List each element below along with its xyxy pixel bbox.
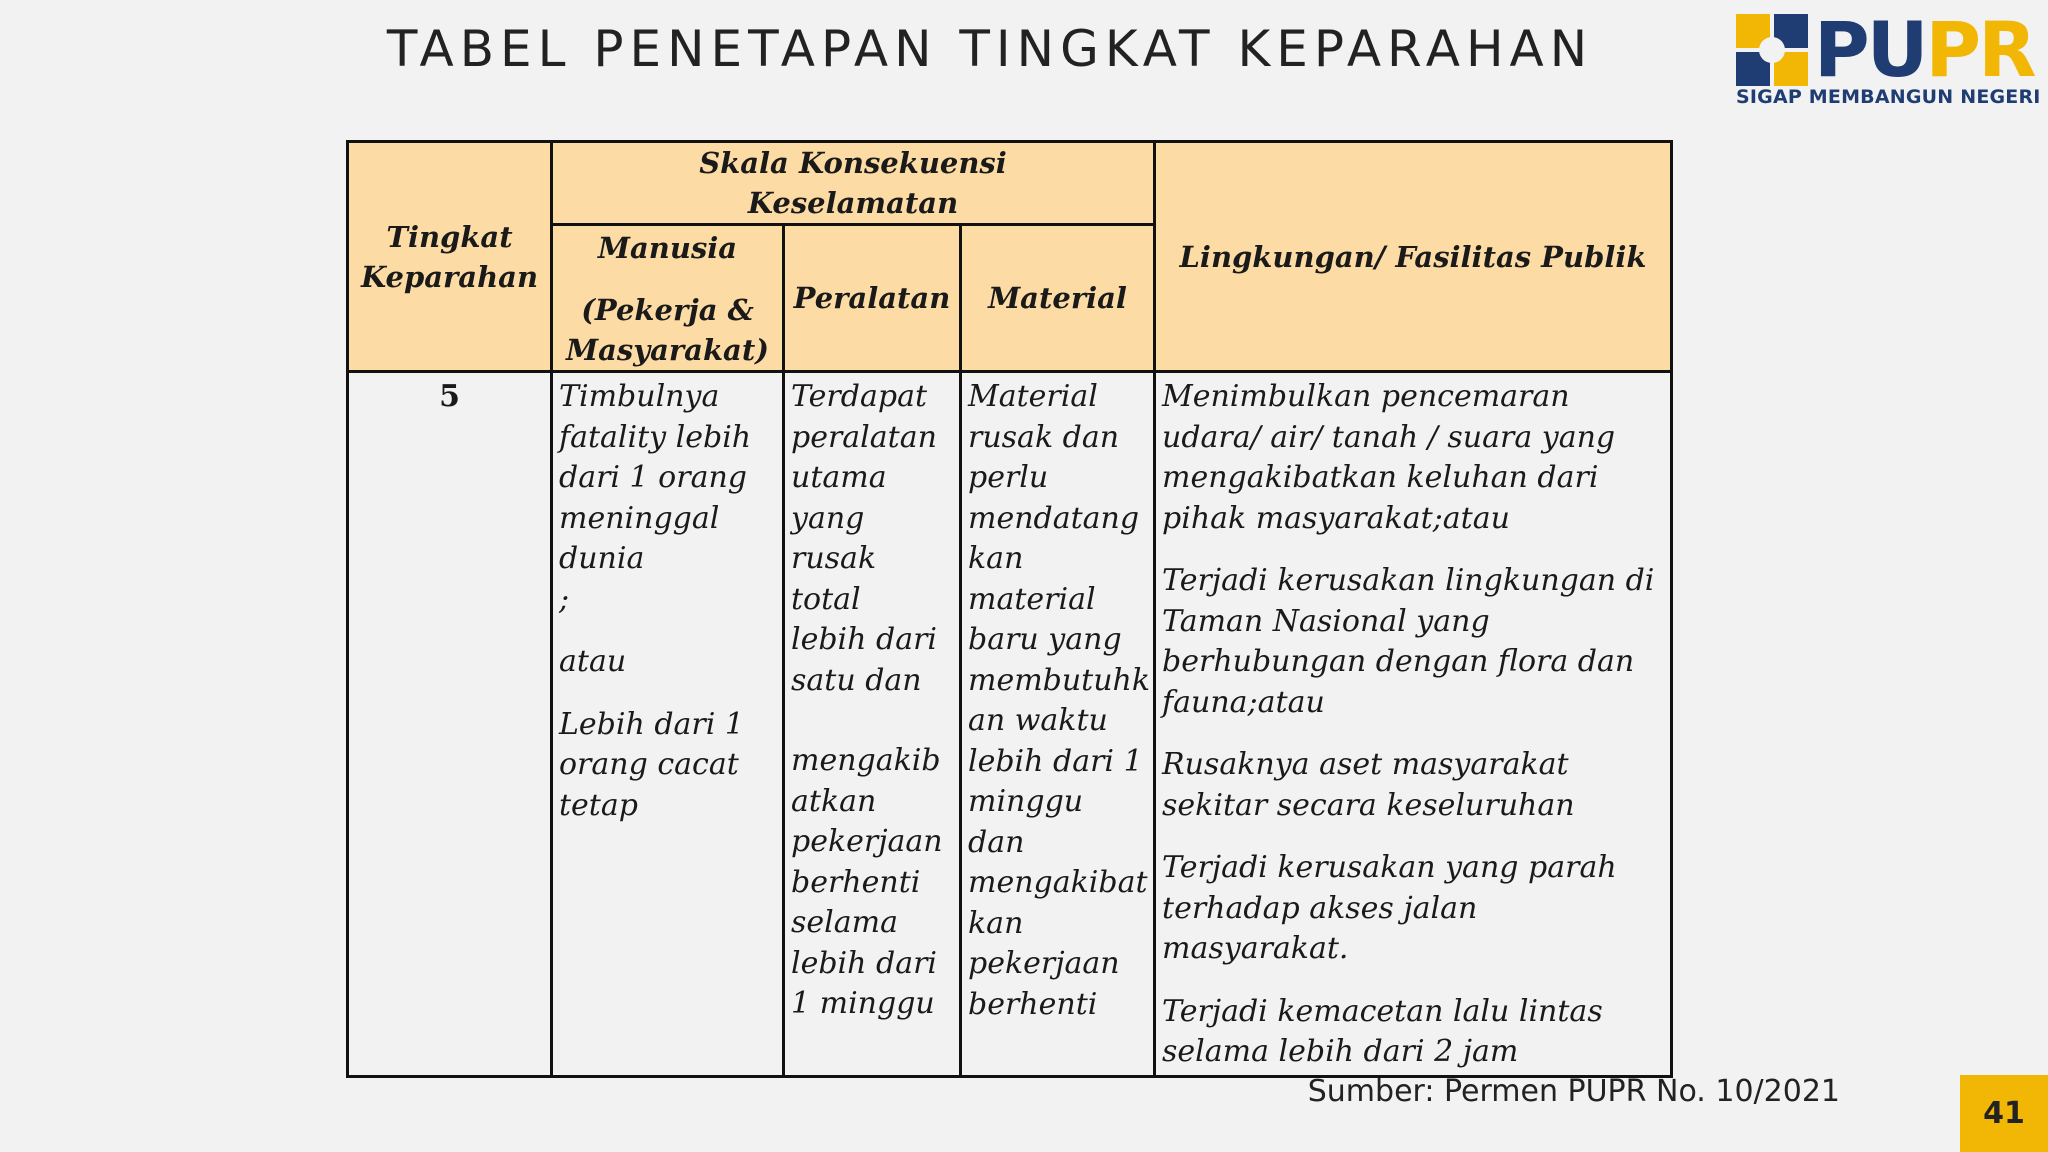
line: meninggal — [559, 500, 720, 536]
line: minggu dan — [968, 784, 1084, 860]
line: yang — [791, 500, 865, 536]
line: berhenti — [791, 864, 921, 900]
peralatan-text-b — [791, 741, 953, 1025]
header-skala-konsekuensi — [552, 142, 1155, 225]
lingkungan-paragraph — [1162, 745, 1664, 826]
line: kan — [968, 541, 1024, 576]
page-title: TABEL PENETAPAN TINGKAT KEPARAHAN — [386, 20, 1594, 78]
cell-peralatan — [784, 372, 961, 1077]
header-material: Material — [961, 225, 1155, 372]
line: an waktu — [968, 703, 1108, 738]
cell-material — [961, 372, 1155, 1077]
header-text: Tingkat — [386, 219, 513, 254]
pupr-logo — [1734, 5, 2041, 108]
line: membutuhk — [968, 662, 1151, 698]
line: Terjadi kemacetan lalu lintas — [1162, 993, 1603, 1029]
cell-manusia — [552, 372, 784, 1077]
lingkungan-paragraph — [1162, 377, 1664, 539]
line: lebih dari 1 — [968, 743, 1143, 779]
header-text: Masyarakat) — [566, 333, 769, 367]
line: pekerjaan — [968, 946, 1120, 981]
line: baru yang — [968, 622, 1122, 657]
line: perlu — [968, 460, 1049, 495]
line: dari 1 orang — [559, 460, 747, 495]
line: sekitar secara keseluruhan — [1162, 787, 1575, 823]
line: lebih dari — [791, 945, 938, 981]
cell-level: 5 — [348, 372, 552, 1077]
line: kan — [968, 905, 1024, 941]
line: material — [968, 581, 1096, 617]
line: Material — [968, 379, 1098, 414]
header-text: Keselamatan — [747, 186, 959, 220]
line: mendatang — [968, 500, 1140, 536]
line: pekerjaan — [791, 824, 943, 859]
source-citation: Sumber: Permen PUPR No. 10/2021 — [1307, 1074, 1840, 1109]
line: atkan — [791, 783, 877, 819]
line: satu dan — [791, 662, 922, 698]
header-text: Manusia — [597, 231, 738, 265]
line: fatality lebih — [559, 419, 752, 455]
line: berhubungan dengan flora dan — [1162, 644, 1635, 679]
line: tetap — [559, 787, 638, 823]
line: fauna;atau — [1162, 684, 1325, 720]
line: 1 minggu — [791, 986, 935, 1021]
line: terhadap akses jalan — [1162, 890, 1478, 926]
lingkungan-paragraph — [1162, 992, 1664, 1073]
line: mengakib — [791, 743, 941, 778]
header-manusia — [552, 225, 784, 372]
lingkungan-paragraph — [1162, 561, 1664, 723]
logo-tagline: SIGAP MEMBANGUN NEGERI — [1736, 86, 2041, 108]
line: Menimbulkan pencemaran — [1162, 379, 1570, 414]
cell-lingkungan — [1155, 372, 1672, 1077]
header-peralatan: Peralatan — [784, 225, 961, 372]
page-number: 41 — [1960, 1075, 2048, 1152]
line: Terjadi kerusakan yang parah — [1162, 850, 1617, 885]
severity-table — [346, 140, 1673, 1078]
line: udara/ air/ tanah / suara yang — [1162, 419, 1616, 455]
line: selama lebih dari 2 jam — [1162, 1034, 1519, 1069]
line: lebih dari — [791, 622, 938, 657]
logo-wordmark — [1814, 4, 2034, 96]
line: pihak masyarakat;atau — [1162, 500, 1510, 536]
header-text: Skala Konsekuensi — [699, 146, 1007, 180]
line: berhenti — [968, 986, 1098, 1022]
line: utama — [791, 460, 887, 495]
line: rusak dan — [968, 419, 1120, 455]
header-tingkat-keparahan — [348, 142, 552, 372]
manusia-text-c — [559, 705, 776, 827]
line: Rusaknya aset masyarakat — [1162, 747, 1569, 782]
line: ; — [559, 581, 570, 617]
line: Taman Nasional yang — [1162, 603, 1490, 639]
line: dunia — [559, 541, 645, 576]
line: orang cacat — [559, 747, 739, 782]
line: selama — [791, 905, 898, 940]
manusia-text-b: atau — [559, 644, 627, 679]
peralatan-text-a — [791, 377, 953, 701]
line: mengakibat — [968, 865, 1148, 900]
line: rusak total — [791, 541, 877, 617]
manusia-text-a — [559, 377, 776, 620]
pupr-emblem-icon — [1736, 14, 1808, 86]
line: Terjadi kerusakan lingkungan di — [1162, 563, 1655, 598]
line: mengakibatkan keluhan dari — [1162, 460, 1599, 495]
line: peralatan — [791, 419, 937, 455]
header-text: Keparahan — [360, 259, 539, 294]
line: masyarakat. — [1162, 931, 1349, 966]
line: Terdapat — [791, 379, 928, 414]
logo-word-pu: PU — [1814, 5, 1926, 94]
lingkungan-paragraph — [1162, 848, 1664, 970]
line: Timbulnya — [559, 379, 720, 414]
logo-word-pr: PR — [1925, 5, 2034, 94]
header-text: (Pekerja & — [581, 293, 754, 327]
line: Lebih dari 1 — [559, 706, 744, 742]
header-lingkungan: Lingkungan/ Fasilitas Publik — [1155, 142, 1672, 372]
